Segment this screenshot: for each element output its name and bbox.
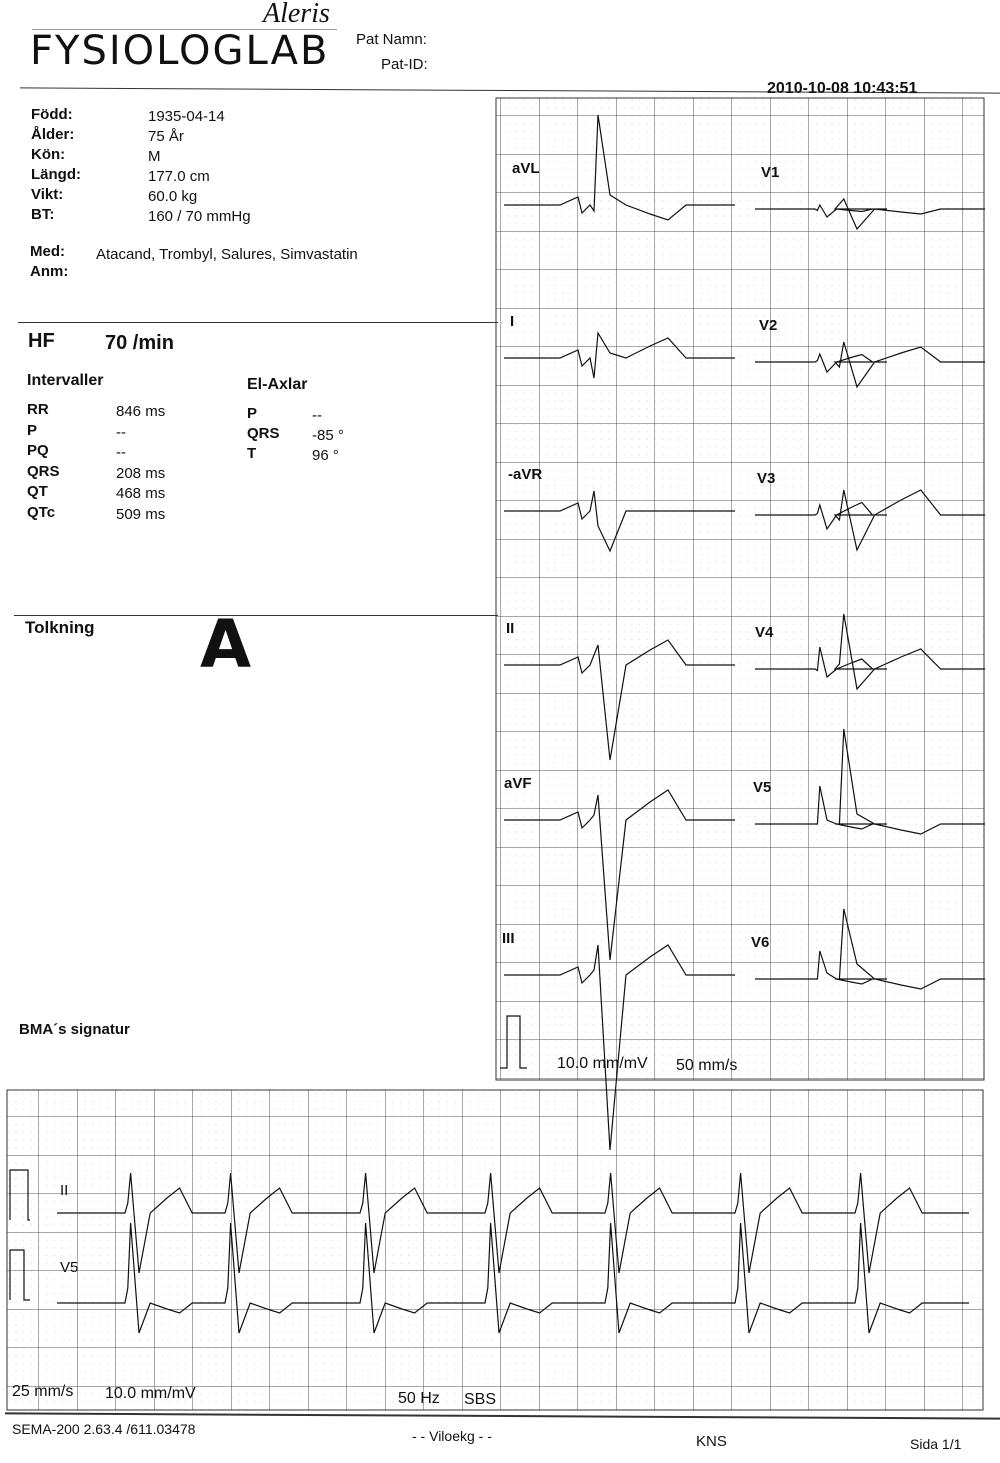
axis-value: -85 ° bbox=[312, 427, 344, 444]
brand-script-logo: Aleris bbox=[263, 0, 330, 29]
lead-label: V2 bbox=[759, 317, 778, 334]
axis-value: -- bbox=[312, 407, 322, 424]
filter-label: 50 Hz bbox=[398, 1390, 440, 1407]
rhythm-gain: 10.0 mm/mV bbox=[105, 1385, 196, 1402]
interval-label: PQ bbox=[27, 442, 49, 459]
interval-value: -- bbox=[116, 423, 126, 441]
grid-gain-label: 10.0 mm/mV bbox=[557, 1055, 648, 1072]
interval-label: QRS bbox=[27, 462, 60, 480]
axes-title: El-Axlar bbox=[247, 376, 308, 393]
operator: KNS bbox=[696, 1433, 727, 1450]
lead-label: -aVR bbox=[508, 466, 543, 483]
med-label: Med: bbox=[30, 243, 65, 260]
patient-field-value: 160 / 70 mmHg bbox=[148, 208, 251, 225]
lead-label: V6 bbox=[751, 934, 770, 951]
lead-label: I bbox=[510, 313, 515, 330]
signature-label: BMA´s signatur bbox=[19, 1021, 130, 1038]
interval-value: 846 ms bbox=[116, 403, 166, 420]
patient-field-value: M bbox=[148, 148, 161, 165]
page-number: Sida 1/1 bbox=[910, 1436, 962, 1452]
med-value: Atacand, Trombyl, Salures, Simvastatin bbox=[96, 246, 358, 263]
axis-label: P bbox=[247, 405, 258, 422]
patient-field-label: Född: bbox=[31, 106, 73, 123]
patient-field-value: 1935-04-14 bbox=[148, 108, 225, 125]
lead-label: aVF bbox=[504, 775, 532, 792]
grid-speed-label: 50 mm/s bbox=[676, 1057, 738, 1074]
interval-label: QTc bbox=[27, 503, 56, 521]
patient-field-label: Längd: bbox=[31, 166, 81, 183]
lead-label: V3 bbox=[757, 470, 776, 487]
patient-field-label: Vikt: bbox=[31, 186, 64, 203]
rhythm-lead-v5: V5 bbox=[60, 1259, 79, 1276]
axis-label: T bbox=[247, 445, 257, 462]
patient-field-value: 177.0 cm bbox=[148, 168, 210, 185]
anm-label: Anm: bbox=[30, 263, 69, 280]
lead-label: V1 bbox=[761, 164, 780, 181]
hf-value: 70 /min bbox=[105, 332, 174, 354]
lead-label: V4 bbox=[755, 624, 774, 641]
pat-name-label: Pat Namn: bbox=[356, 31, 427, 48]
rhythm-lead-ii: II bbox=[60, 1182, 69, 1199]
patient-field-label: BT: bbox=[31, 206, 55, 223]
hf-label: HF bbox=[28, 330, 55, 352]
interval-value: 509 ms bbox=[116, 505, 166, 523]
patient-field-value: 60.0 kg bbox=[148, 188, 198, 205]
axis-value: 96 ° bbox=[312, 447, 339, 464]
brand-logo: FYSIOLOGLAB bbox=[30, 28, 330, 74]
patient-field-label: Ålder: bbox=[31, 126, 75, 143]
intervals-title: Intervaller bbox=[27, 372, 104, 389]
exam-datetime: 2010-10-08 10:43:51 bbox=[767, 80, 918, 97]
interval-value: 208 ms bbox=[116, 464, 166, 482]
tolkning-label: Tolkning bbox=[25, 618, 95, 637]
patient-field-value: 75 År bbox=[148, 128, 184, 145]
interval-label: RR bbox=[27, 401, 49, 418]
interval-label: P bbox=[27, 421, 38, 439]
handwritten-mark: A bbox=[200, 606, 252, 683]
interval-value: 468 ms bbox=[116, 485, 166, 502]
exam-type: - - Viloekg - - bbox=[412, 1428, 492, 1444]
interval-value: -- bbox=[116, 444, 126, 461]
mode-label: SBS bbox=[464, 1391, 497, 1408]
rhythm-strip-grid bbox=[7, 1090, 983, 1410]
patient-field-label: Kön: bbox=[31, 146, 66, 163]
lead-label: III bbox=[502, 930, 515, 947]
lead-label: aVL bbox=[512, 160, 540, 177]
interval-label: QT bbox=[27, 483, 48, 500]
pat-id-label: Pat-ID: bbox=[381, 56, 428, 73]
device-info: SEMA-200 2.63.4 /611.03478 bbox=[12, 1421, 196, 1437]
rhythm-speed: 25 mm/s bbox=[12, 1383, 74, 1400]
axis-label: QRS bbox=[247, 425, 280, 442]
lead-label: II bbox=[506, 620, 515, 637]
lead-label: V5 bbox=[753, 779, 772, 796]
twelve-lead-grid bbox=[496, 98, 984, 1080]
